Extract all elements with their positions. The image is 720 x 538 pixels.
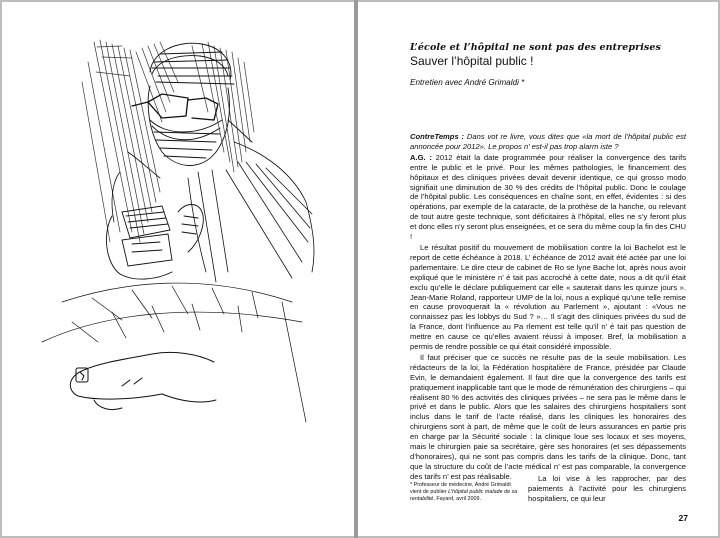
question-speaker: ContreTemps : [410,132,465,141]
paragraph-2: Le résultat positif du mouvement de mobilisation contre la loi Bachelot est le report de cette échéance à 2018. L’ échéance de 2012 avait été actée par une loi parlementaire. Le dire cteur de cabinet de Ro se lyne Bache lot, après nous avoir expliqué que le ministère n’ é tait pas accroché à cette date, nous a dit qu’il était exclu qu’elle le déclare publiquement car elle « sauterait dans les quinze jours ». Jean-Marie Roland, rapporteur UMP de la loi, nous a expliqué qu’une telle remise en cause provoquerait la « révolution au Parlement », ajoutant : «Vous ne connaissez pas les lobbys du Sud ? »… Il s’agit des cliniques privées du sud de la France, dont l’influence au Pa rlement est telle qu’il n’ é tait pas question de mettre en cause ce qu’elles avaient réussi à imposer. Bref, la mobilisation a permis de rendre possible ce qui était considéré impossible. [410,242,686,352]
illustration-doctor-sketch [2,2,354,536]
article-body [410,132,686,483]
paragraph-4 [528,474,686,504]
section-kicker: L’école et l’hôpital ne sont pas des entreprises [410,42,661,53]
page-number: 27 [678,513,688,523]
article-byline: Entretien avec André Grimaldi * [410,78,525,87]
footnote-book-title: L’hôpital public malade de sa rentabilité [410,489,518,503]
footnote [410,482,518,504]
answer-speaker: A.G. : [410,152,432,162]
interview-question [410,132,686,152]
right-page [358,2,718,536]
article-title: Sauver l’hôpital public ! [410,54,534,68]
left-page [2,2,354,536]
footnote-text-after: , Fayard, avril 2009. [433,496,482,503]
interview-answer [410,153,686,242]
paragraph-4-text: La loi vise à les rapprocher, par des paiements à l’activité pour les chirurgiens hospitaliers, ce qui leur [528,474,686,503]
paragraph-3: Il faut préciser que ce succès ne résulte pas de la seule mobilisation. Les rédacteurs de la loi, la Fédération hospitalière de France, présidée par Claude Evin, le demandaient également. Il faut dire que la convergence des tarifs est pratiquement inapplicable tant que le mode de rémunération des chirurgiens – qui réalisent 80 % des activités des cliniques privées – ne sera pas le même dans le privé et dans le public. Alors que les salaires des chirurgiens hospitaliers sont inclus dans le tarif de l’acte réalisé, dans les cliniques les honoraires des chirurgiens sont à part, de même que le coût de leurs assurances en partie pris en charge par la Sécurité sociale : la clinique loue ses locaux et ses moyens, mais le chirurgien paie sa secrétaire, gère ses honoraires (et ses dépassements d’honoraires), qui ne sont pas compris dans les tarifs de la clinique. Donc, tant que la structure du coût de l’acte médical n’ est pas comparable, la convergence des tarifs n’ est pas réalisable. [410,352,686,481]
answer-text: 2012 était la date programmée pour réaliser la convergence des tarifs entre le public et le privé. Pour les mêmes pathologies, le financement des hôpitaux et des cliniques privées devait devenir identique, ce qui grosso modo signifiait une diminution de 30 % des crédits de l’hôpital public. Donc le coulage de l’hôpital public. Les conséquences en chaîne sont, en effet, évidentes : si des opérations, par exemple de la cataracte, de la prothèse de la hanche, ou relevant de tout autre geste technique, sont déficitaires à l’hôpital, elles ne s’y feront plus et donc elles n’y seront plus enseignées, et ce sera du même coup la fin des CHU ! [410,152,687,242]
question-text: Dans vot re livre, vous dites que «la mort de l’hôpital public est annoncée pour 2012». Le propos n’ est-il pas trop alarm iste ? [410,132,686,151]
footnote-text-before: * Professeur de médecine, André Grimaldi vient de publier [410,482,511,496]
